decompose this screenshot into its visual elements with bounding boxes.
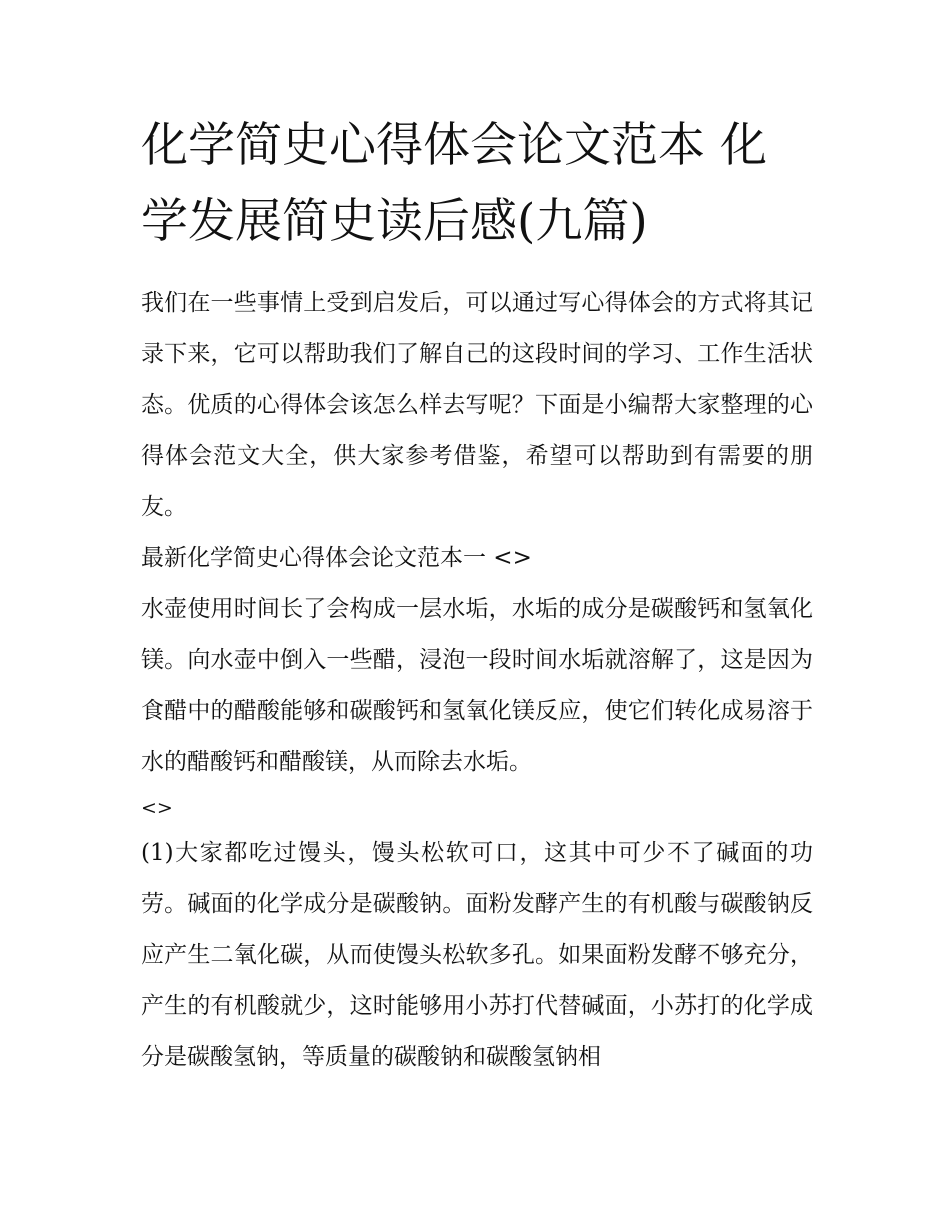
body-paragraph-scale: 水壶使用时间长了会构成一层水垢，水垢的成分是碳酸钙和氢氧化镁。向水壶中倒入一些醋，浸泡一段时间水垢就溶解了，这是因为食醋中的醋酸能够和碳酸钙和氢氧化镁反应，使它们转化成易溶于水的醋酸钙和醋酸镁，从而除去水垢。 — [141, 596, 813, 775]
section-heading: 最新化学简史心得体会论文范本一 <> — [141, 545, 532, 571]
intro-paragraph: 我们在一些事情上受到启发后，可以通过写心得体会的方式将其记录下来，它可以帮助我们了解自己的这段时间的学习、工作生活状态。优质的心得体会该怎么样去写呢？下面是小编帮大家整理的心得体会范文大全，供大家参考借鉴，希望可以帮助到有需要的朋友。 — [141, 290, 813, 520]
body-paragraph-mantou: (1)大家都吃过馒头，馒头松软可口，这其中可少不了碱面的功劳。碱面的化学成分是碳酸钠。面粉发酵产生的有机酸与碳酸钠反应产生二氧化碳，从而使馒头松软多孔。如果面粉发酵不够充分，产生的有机酸就少，这时能够用小苏打代替碱面，小苏打的化学成分是碳酸氢钠，等质量的碳酸钠和碳酸氢钠相 — [141, 840, 813, 1070]
section-marker: <> — [141, 797, 173, 819]
document-title: 化学简史心得体会论文范本 化学发展简史读后感(九篇) — [141, 118, 767, 249]
document-page — [141, 108, 813, 1083]
